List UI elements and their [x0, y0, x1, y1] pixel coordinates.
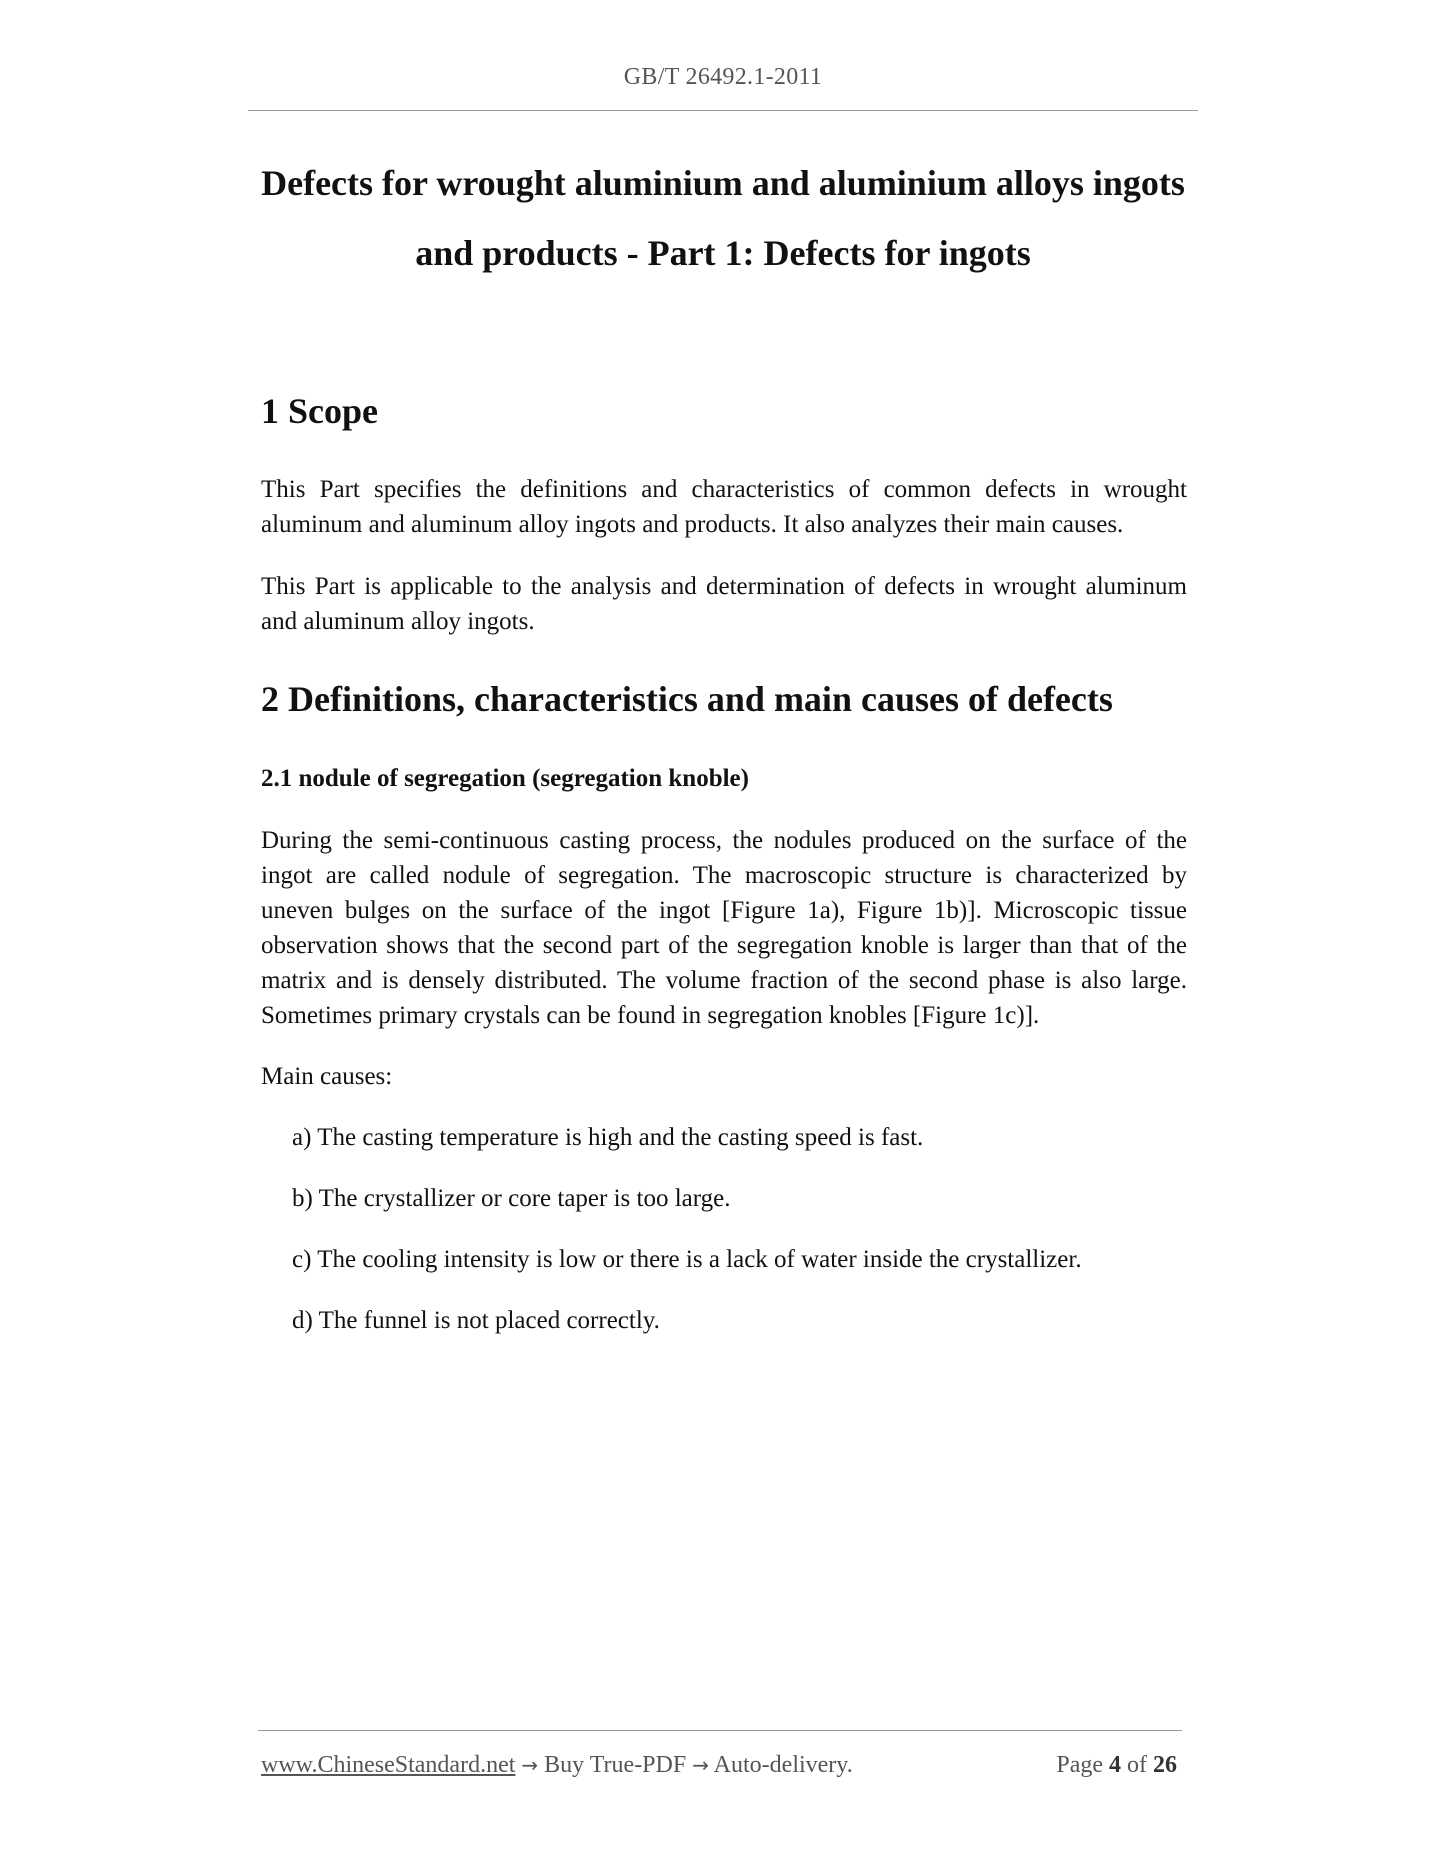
cause-item-a: a) The casting temperature is high and the casting speed is fast.: [292, 1124, 924, 1151]
page-indicator: [1056, 1752, 1177, 1779]
scope-paragraph-1: This Part specifies the definitions and characteristics of common defects in wrought aluminum and aluminum alloy ingots and products. It also analyzes their main causes.: [261, 476, 1187, 538]
cause-item-b: b) The crystallizer or core taper is too large.: [292, 1185, 731, 1212]
arrow-right-icon: →: [521, 1753, 539, 1777]
definition-paragraph: During the semi-continuous casting process, the nodules produced on the surface of the ingot are called nodule of segregation. The macroscopic structure is characterized by uneven bulges on the surface of the ingot [Figure 1a), Figure 1b)]. Microscopic tissue observation shows that the second part of the segregation knoble is larger than that of the matrix and is densely distributed. The volume fraction of the second phase is also large. Sometimes primary crystals can be found in segregation knobles [Figure 1c)].: [261, 827, 1187, 1029]
main-causes-label: Main causes:: [261, 1063, 393, 1090]
page-current: 4: [1109, 1752, 1121, 1778]
cause-item-d: d) The funnel is not placed correctly.: [292, 1307, 660, 1334]
page-label: Page: [1056, 1752, 1103, 1778]
running-header: GB/T 26492.1-2011: [623, 64, 823, 90]
page-total: 26: [1153, 1752, 1177, 1778]
footer-links: [261, 1752, 853, 1779]
section-heading-scope: 1 Scope: [261, 391, 378, 431]
buy-true-pdf-text: Buy True-PDF: [544, 1752, 687, 1778]
cause-item-c: c) The cooling intensity is low or there is a lack of water inside the crystallizer.: [292, 1246, 1082, 1273]
document-title-line-2: and products - Part 1: Defects for ingots: [415, 233, 1031, 273]
header-divider: [248, 110, 1198, 111]
document-title-line-1: Defects for wrought aluminium and aluminium alloys ingots: [261, 163, 1185, 203]
subsection-heading-2-1: 2.1 nodule of segregation (segregation knoble): [261, 765, 749, 792]
scope-paragraph-2: This Part is applicable to the analysis and determination of defects in wrought aluminum and aluminum alloy ingots.: [261, 573, 1187, 635]
footer-divider: [258, 1730, 1182, 1731]
auto-delivery-text: Auto-delivery.: [713, 1752, 853, 1778]
site-link[interactable]: www.ChineseStandard.net: [261, 1752, 516, 1778]
document-title: [248, 148, 1198, 288]
arrow-right-icon: →: [692, 1753, 709, 1777]
page-of-label: of: [1127, 1752, 1147, 1778]
section-heading-definitions: 2 Definitions, characteristics and main causes of defects: [261, 679, 1113, 719]
